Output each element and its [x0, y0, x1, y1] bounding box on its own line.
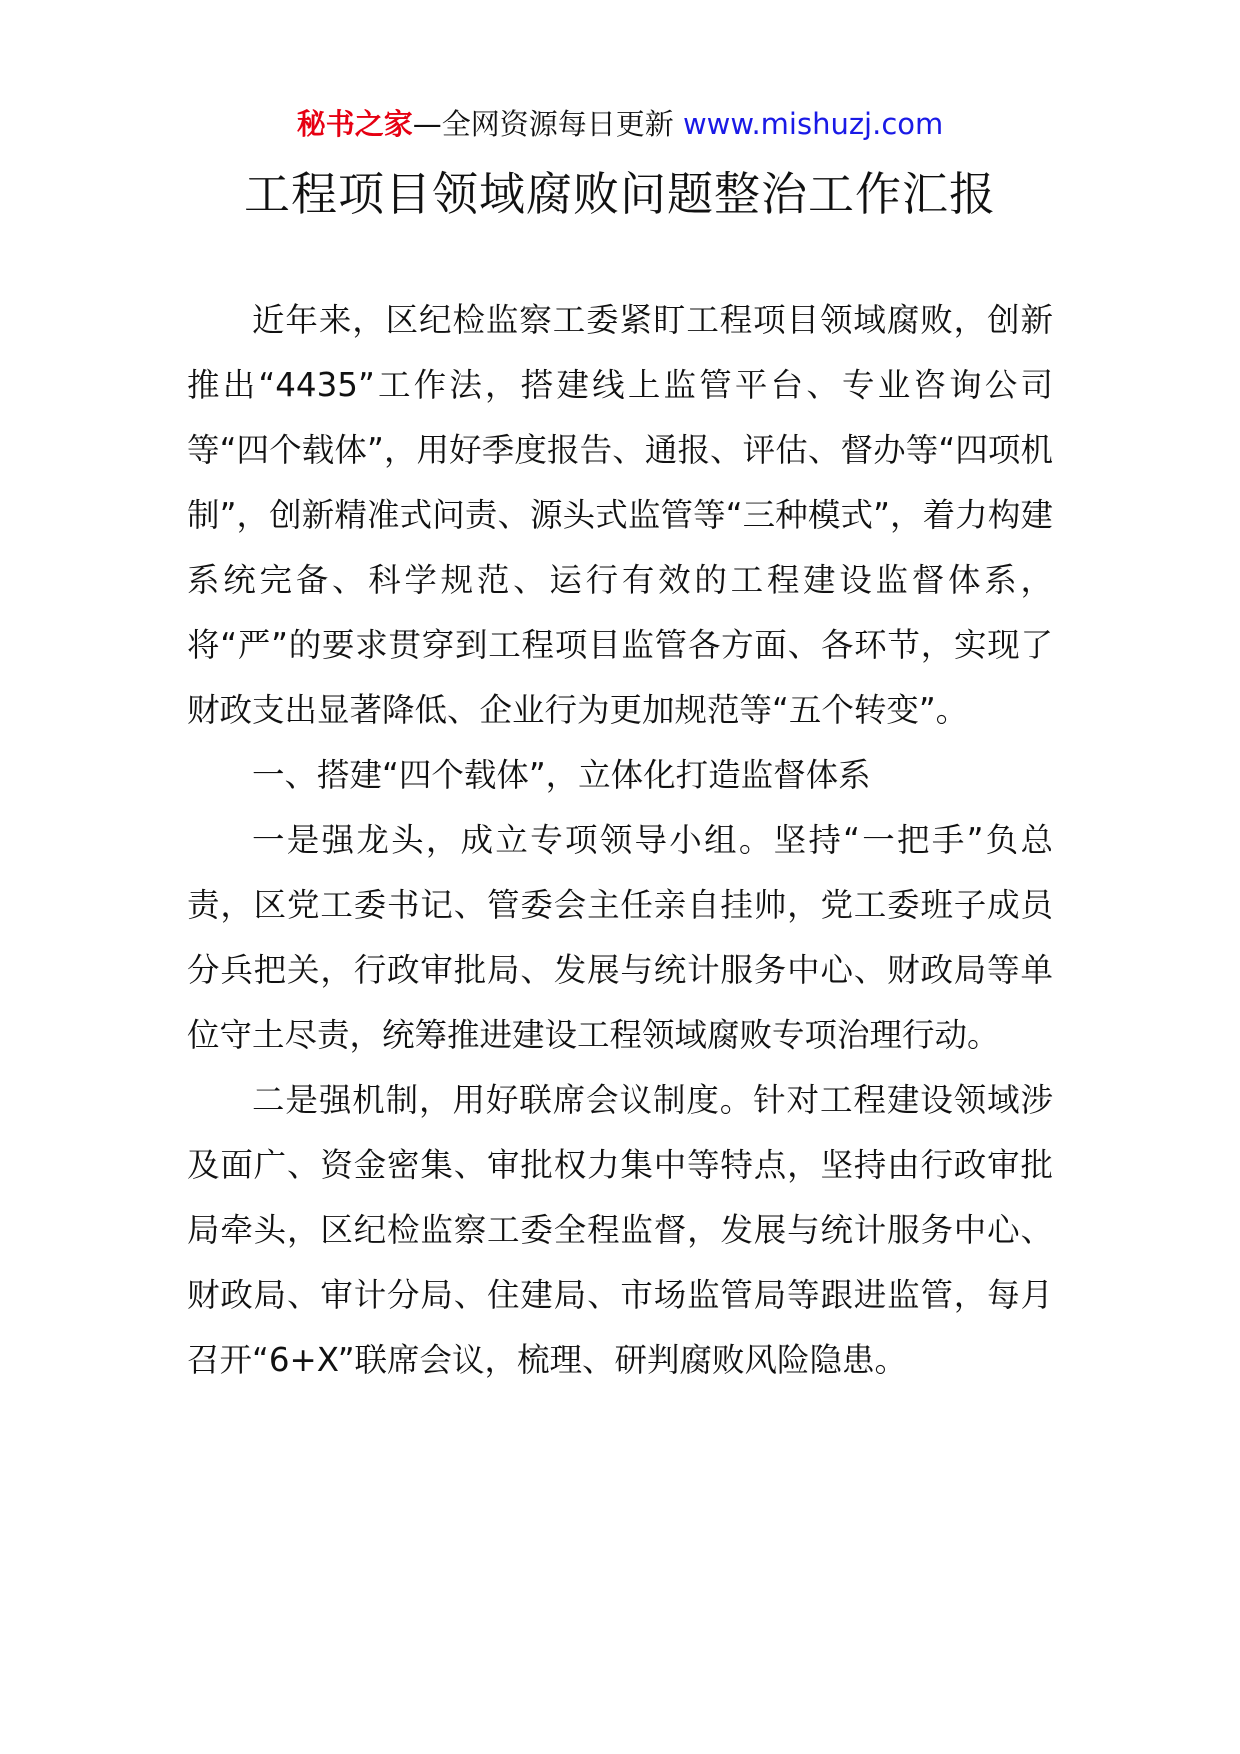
body-paragraph-2: 二是强机制，用好联席会议制度。针对工程建设领域涉及面广、资金密集、审批权力集中等特点，坚持由行政审批局牵头，区纪检监察工委全程监督，发展与统计服务中心、财政局、审计分局、住建局、市场监管局等跟进监管，每月召开“6+X”联席会议，梳理、研判腐败风险隐患。	[187, 1081, 1053, 1379]
document-body	[187, 288, 1053, 1393]
site-tagline: —全网资源每日更新	[412, 107, 674, 141]
document-title: 工程项目领域腐败问题整治工作汇报	[244, 167, 996, 221]
intro-paragraph: 近年来，区纪检监察工委紧盯工程项目领域腐败，创新推出“4435”工作法，搭建线上监管平台、专业咨询公司等“四个载体”，用好季度报告、通报、评估、督办等“四项机制”，创新精准式问责、源头式监管等“三种模式”，着力构建系统完备、科学规范、运行有效的工程建设监督体系，将“严”的要求贯穿到工程项目监管各方面、各环节，实现了财政支出显著降低、企业行为更加规范等“五个转变”。	[187, 301, 1053, 729]
section-heading-1: 一、搭建“四个载体”，立体化打造监督体系	[252, 756, 871, 794]
site-header	[0, 104, 1240, 144]
site-brand[interactable]: 秘书之家	[296, 107, 413, 141]
body-paragraph-1: 一是强龙头，成立专项领导小组。坚持“一把手”负总责，区党工委书记、管委会主任亲自挂帅，党工委班子成员分兵把关，行政审批局、发展与统计服务中心、财政局等单位守土尽责，统筹推进建设工程领域腐败专项治理行动。	[187, 821, 1053, 1054]
site-url-link[interactable]: www.mishuzj.com	[682, 107, 944, 141]
